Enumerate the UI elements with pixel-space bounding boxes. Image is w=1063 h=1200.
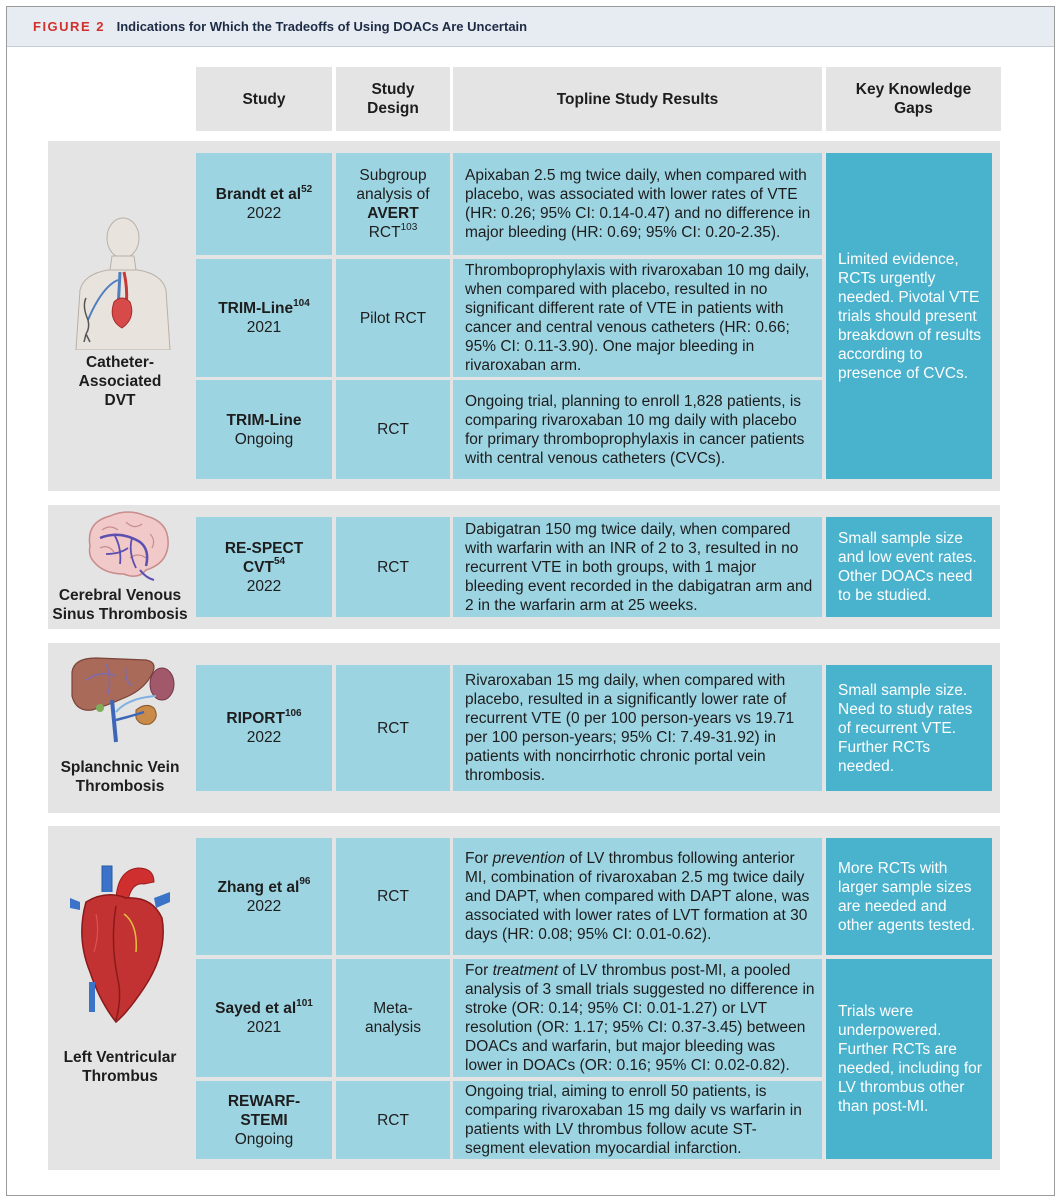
section-label-line: Splanchnic Vein <box>60 759 180 776</box>
design-line: Meta- <box>373 1000 413 1017</box>
result-text: Dabigatran 150 mg twice daily, when compared with warfarin with an INR of 2 to 3, resulted in no recurrent VTE in both groups, with 1 major bleeding event recorded in the dabigatran arm and 2 in the warfarin arm at 25 weeks. <box>465 520 813 614</box>
result-cell-zhang <box>453 838 822 955</box>
section-label-line: Thrombosis <box>75 778 165 795</box>
result-cell-rewarf-stemi <box>453 1081 822 1159</box>
study-year: 2021 <box>246 319 282 336</box>
design-cell-trim-line-2021 <box>336 259 450 377</box>
study-year: 2022 <box>246 205 282 222</box>
section-label-cvst <box>52 586 188 624</box>
result-text: Thromboprophylaxis with rivaroxaban 10 mg daily, when compared with placebo, resulted in no significant different rate of VTE in patients with cancer and central venous catheters (HR: 0.66; 95% CI: 0.11-3.90). One major bleeding in rivaroxaban arm. <box>465 262 810 374</box>
study-year: Ongoing <box>234 430 294 448</box>
study-name-text: Brandt et al <box>215 186 302 203</box>
section-label-line: Catheter- <box>85 354 155 371</box>
gap-cell-lv-thrombus <box>826 959 992 1159</box>
study-year: 2021 <box>246 1019 282 1036</box>
study-name <box>218 878 311 897</box>
design-cell-re-spect-cvt <box>336 517 450 617</box>
section-label-line: Thrombus <box>82 1068 158 1085</box>
col-header-study-label: Study <box>242 90 286 108</box>
design-ref: 103 <box>400 221 418 233</box>
result-body: of LV thrombus post-MI, a pooled analysis of 3 small trials suggested no difference in stroke (OR: 0.14; 95% CI: 0.01-1.27) or LVT resolution (OR: 1.17; 95% CI: 0.37-3.45) between DOACs and warfarin, but major bleeding was lower in DOACs (OR: 0.16; 95% CI: 0.02-0.82). <box>465 962 815 1074</box>
result-text: Ongoing trial, aiming to enroll 50 patients, is comparing rivaroxaban 15 mg daily vs warfarin in patients with LV thrombus follow acute ST-segment elevation myocardial infarction. <box>465 1083 802 1157</box>
study-year: Ongoing <box>234 1130 294 1148</box>
brain-veins-icon <box>80 508 176 589</box>
design-cell-trim-line-ongoing <box>336 380 450 479</box>
liver-portal-vein-icon <box>66 650 182 751</box>
study-ref: 106 <box>284 707 302 719</box>
study-name-text: TRIM-Line <box>218 300 294 317</box>
study-year: 2022 <box>246 897 282 915</box>
col-header-design-line: Study <box>371 81 415 98</box>
study-cell-zhang <box>196 838 332 955</box>
study-ref: 96 <box>299 876 311 888</box>
design-tail: RCT <box>368 224 401 241</box>
col-header-gaps <box>826 67 1001 131</box>
result-cell-trim-line-2021 <box>453 259 822 377</box>
section-label-line: Sinus Thrombosis <box>52 606 188 623</box>
design-cell-riport <box>336 665 450 791</box>
design-cell-brandt <box>336 153 450 255</box>
study-name-text: RIPORT <box>226 710 285 727</box>
study-name: TRIM-Line <box>226 411 302 429</box>
col-header-design <box>336 67 450 131</box>
study-cell-trim-line-ongoing <box>196 380 332 479</box>
study-cell-re-spect-cvt <box>196 517 332 617</box>
study-ref: 54 <box>273 556 286 568</box>
study-year: 2022 <box>246 729 282 746</box>
gap-text: More RCTs with larger sample sizes are needed and other agents tested. <box>838 859 976 934</box>
result-cell-re-spect-cvt <box>453 517 822 617</box>
study-name-line2: STEMI <box>240 1111 288 1129</box>
result-text <box>465 849 816 944</box>
study-year: 2022 <box>246 577 282 595</box>
design-line: analysis of <box>356 186 430 203</box>
section-label-line: Left Ventricular <box>63 1049 177 1066</box>
gap-cell-zhang <box>826 838 992 955</box>
study-cell-brandt <box>196 153 332 255</box>
col-header-design-line: Design <box>367 100 419 117</box>
result-text: Ongoing trial, planning to enroll 1,828 patients, is comparing rivaroxaban 10 mg daily with placebo for primary thromboprophylaxis in cancer patients with central venous catheters (CVCs). <box>465 392 805 467</box>
result-cell-riport <box>453 665 822 791</box>
study-name <box>226 709 301 728</box>
result-cell-trim-line-ongoing <box>453 380 822 479</box>
gap-text: Trials were underpowered. Further RCTs are needed, including for LV thrombus other than post-MI. <box>838 1003 982 1115</box>
gap-text: Limited evidence, RCTs urgently needed. Pivotal VTE trials should present breakdown of results according to presence of CVCs. <box>838 250 982 382</box>
gap-text: Small sample size and low event rates. Other DOACs need to be studied. <box>838 530 977 604</box>
study-name-text: CVT <box>242 558 274 576</box>
study-ref: 52 <box>301 183 313 195</box>
result-cell-sayed <box>453 959 822 1077</box>
section-label-splanchnic <box>52 758 188 796</box>
study-ref: 101 <box>296 997 313 1009</box>
torso-with-central-venous-catheter-icon <box>68 210 178 355</box>
result-prefix: For <box>465 962 493 979</box>
gap-cell-cvst <box>826 517 992 617</box>
study-cell-sayed <box>196 959 332 1077</box>
design-cell-rewarf-stemi <box>336 1081 450 1159</box>
design-line <box>369 223 418 242</box>
design-trial-name: AVERT <box>367 205 419 222</box>
study-ref: 104 <box>293 297 310 309</box>
design-text: Pilot RCT <box>359 309 427 327</box>
gap-cell-splanchnic <box>826 665 992 791</box>
section-label-line: Cerebral Venous <box>58 587 182 604</box>
design-text: RCT <box>377 888 409 905</box>
design-text: RCT <box>377 558 409 576</box>
heart-icon <box>66 862 176 1037</box>
result-text: Rivaroxaban 15 mg daily, when compared with placebo, resulted in a significantly lower rate of recurrent VTE (0 per 100 person-years vs 19.71 per 100 person-years; 95% CI: 7.49-31.92) in patients with noncirrhotic chronic portal vein thrombosis. <box>465 672 795 784</box>
study-name-line2 <box>243 558 285 577</box>
design-line: analysis <box>365 1019 421 1036</box>
col-header-gaps-line: Key Knowledge <box>855 81 972 98</box>
section-label-lv-thrombus <box>52 1048 188 1086</box>
col-header-study <box>196 67 332 131</box>
gap-cell-catheter-dvt <box>826 153 992 479</box>
design-text: RCT <box>377 1111 409 1129</box>
result-text <box>465 961 816 1075</box>
design-cell-sayed <box>336 959 450 1077</box>
figure-header <box>7 7 1054 47</box>
design-text: RCT <box>377 421 409 438</box>
figure-title: Indications for Which the Tradeoffs of Using DOACs Are Uncertain <box>116 19 528 34</box>
design-text: RCT <box>377 719 409 737</box>
study-cell-rewarf-stemi <box>196 1081 332 1159</box>
study-name: RE-SPECT <box>224 539 304 557</box>
figure-label: FIGURE 2 <box>33 19 105 34</box>
section-label-catheter-dvt <box>52 353 188 410</box>
result-emphasis: treatment <box>492 962 559 979</box>
result-body: of LV thrombus following anterior MI, combination of rivaroxaban 2.5 mg twice daily and DAPT, when compared with DAPT alone, was associated with lower rates of LVT formation at 30 days (HR: 0.08; 95% CI: 0.01-0.62). <box>465 850 810 943</box>
col-header-gaps-line: Gaps <box>894 100 933 117</box>
study-cell-trim-line-2021 <box>196 259 332 377</box>
result-emphasis: prevention <box>492 850 565 867</box>
section-label-line: Associated <box>78 373 162 390</box>
col-header-results-label: Topline Study Results <box>556 90 719 108</box>
study-name-text: Zhang et al <box>217 878 300 896</box>
result-text: Apixaban 2.5 mg twice daily, when compared with placebo, was associated with lower rates of VTE (HR: 0.26; 95% CI: 0.14-0.47) and no difference in major bleeding (HR: 0.69; 95% CI: 0.20-2.35). <box>465 167 811 241</box>
study-name-text: Sayed et al <box>215 1000 297 1017</box>
study-name: REWARF- <box>227 1092 301 1110</box>
section-label-line: DVT <box>104 392 136 409</box>
result-prefix: For <box>465 850 493 867</box>
col-header-results <box>453 67 822 131</box>
design-cell-zhang <box>336 838 450 955</box>
study-name <box>216 185 312 204</box>
study-name <box>215 999 313 1018</box>
design-line: Subgroup <box>359 167 427 184</box>
study-cell-riport <box>196 665 332 791</box>
gap-text: Small sample size. Need to study rates of recurrent VTE. Further RCTs needed. <box>838 681 973 775</box>
study-name <box>218 299 310 318</box>
result-cell-brandt <box>453 153 822 255</box>
